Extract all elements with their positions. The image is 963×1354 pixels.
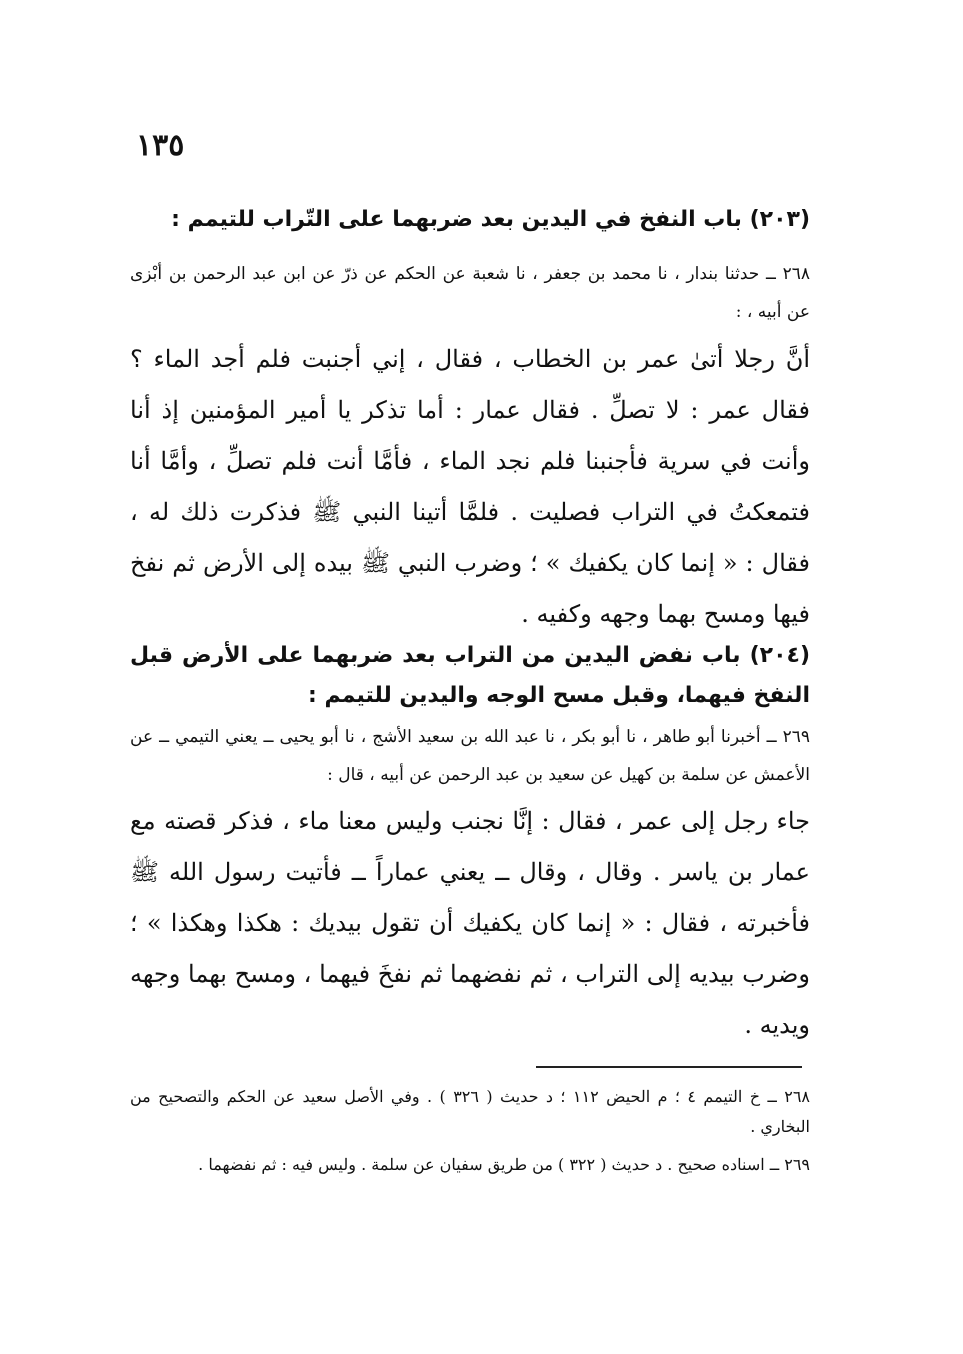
page-number: ١٣٥ bbox=[136, 128, 185, 163]
footnote-269: ٢٦٩ ــ اسناده صحيح . د حديث ( ٣٢٢ ) من طريق سفيان عن سلمة . وليس فيه : ثم نفضهما . bbox=[198, 1155, 810, 1174]
matn-text: أنَّ رجلا أتىٰ عمر بن الخطاب ، فقال ، إني أجنبت فلم أجد الماء ؟ فقال عمر : لا تصلِّ . فقال عمار : أما تذكر يا أمير المؤمنين إذ أنا وأنت في سرية فأجنبنا فلم نجد الماء ، فأمَّا أنت فلم تصلِّ ، وأمَّا أنا فتمعكتُ في التراب فصليت . فلمَّا أتينا النبي ﷺ فذكرت ذلك له ، فقال : « إنما كان يكفيك » ؛ وضرب النبي ﷺ بيده إلى الأرض ثم نفخ فيها ومسح بهما وجهه وكفيه . bbox=[130, 345, 811, 628]
hadith-268-matn bbox=[130, 334, 810, 640]
footnotes bbox=[130, 1082, 810, 1188]
chapter-heading-203: (٢٠٣) باب النفخ في اليدين بعد ضربهما على التّراب للتيمم : bbox=[171, 207, 810, 232]
matn-text: جاء رجل إلى عمر ، فقال : إنَّا نجنب وليس معنا ماء ، فذكر قصته مع عمار بن ياسر . وقال ، وقال ــ يعني عماراً ــ فأتيت رسول الله ﷺ فأخبرته ، فقال : « إنما كان يكفيك أن تقول بيديك : هكذا وهكذا » ؛ وضرب بيديه إلى التراب ، ثم نفضهما ثم نفخَ فيهما ، ومسح بهما وجهه ويديه . bbox=[130, 807, 810, 1039]
chapter-heading-204: (٢٠٤) باب نفض اليدين من التراب بعد ضربهما على الأرض قبل النفخ فيهما، وقبل مسح الوجه واليدين للتيمم : bbox=[130, 643, 810, 708]
hadith-269-matn bbox=[130, 796, 810, 1051]
footnote-268: ٢٦٨ ــ خ التيمم ٤ ؛ م الحيض ١١٢ ؛ د حديث ( ٣٢٦ ) . وفي الأصل سعيد عن الحكم والتصحيح من البخاري . bbox=[130, 1087, 811, 1136]
footnote-separator bbox=[536, 1066, 802, 1068]
hadith-269-isnad bbox=[130, 718, 810, 794]
hadith-268-isnad bbox=[130, 255, 810, 331]
isnad-text: ٢٦٨ ــ حدثنا بندار ، نا محمد بن جعفر ، نا شعبة عن الحكم عن ذرّ عن ابن عبد الرحمن بن أبْزى عن أبيه ، : bbox=[130, 264, 810, 322]
isnad-text: ٢٦٩ ــ أخبرنا أبو طاهر ، نا أبو بكر ، نا عبد الله بن سعيد الأشج ، نا أبو يحيى ــ يعني التيمي ــ عن الأعمش عن سلمة بن كهيل عن سعيد بن عبد الرحمن عن أبيه ، قال : bbox=[130, 727, 810, 785]
